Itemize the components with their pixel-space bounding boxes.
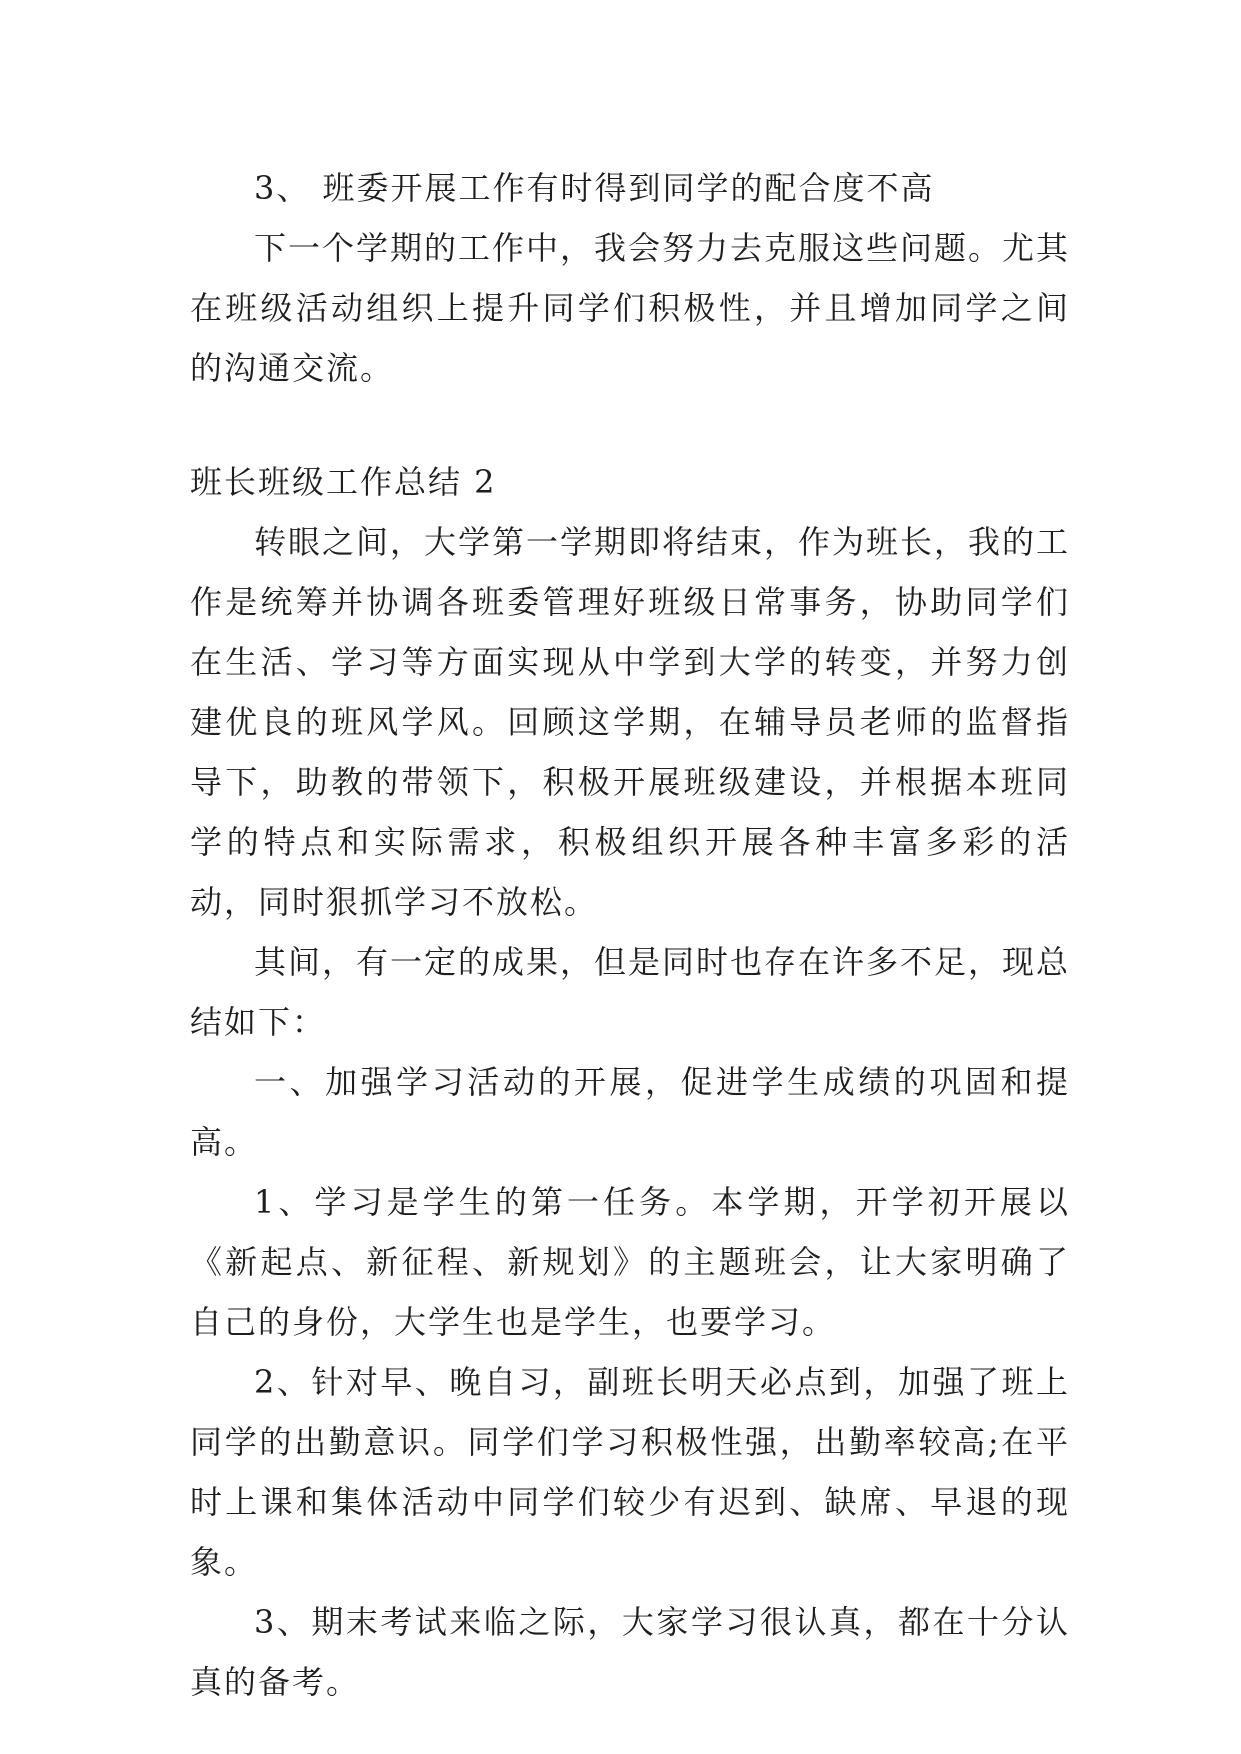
section-title: 班长班级工作总结 2 <box>190 463 497 501</box>
paragraph-summary-lead: 其间，有一定的成果，但是同时也存在许多不足，现总结如下： <box>190 943 1071 1041</box>
paragraph-next-term-plan: 下一个学期的工作中，我会努力去克服这些问题。尤其在班级活动组织上提升同学们积极性，并且增加同学之间的沟通交流。 <box>190 229 1071 387</box>
paragraph-point-one-heading: 一、加强学习活动的开展，促进学生成绩的巩固和提高。 <box>190 1063 1070 1161</box>
paragraph-item-1: 1、学习是学生的第一任务。本学期，开学初开展以《新起点、新征程、新规划》的主题班会，让大家明确了自己的身份，大学生也是学生，也要学习。 <box>190 1183 1070 1341</box>
document-body <box>190 158 1070 1712</box>
paragraph-intro: 转眼之间，大学第一学期即将结束，作为班长，我的工作是统筹并协调各班委管理好班级日常事务，协助同学们在生活、学习等方面实现从中学到大学的转变，并努力创建优良的班风学风。回顾这学期，在辅导员老师的监督指导下，助教的带领下，积极开展班级建设，并根据本班同学的特点和实际需求，积极组织开展各种丰富多彩的活动，同时狠抓学习不放松。 <box>190 523 1071 921</box>
paragraph-class-committee-issue: 3、 班委开展工作有时得到同学的配合度不高 <box>254 169 935 207</box>
section-gap <box>190 398 1070 452</box>
paragraph-item-2: 2、针对早、晚自习，副班长明天必点到，加强了班上同学的出勤意识。同学们学习积极性强，出勤率较高;在平时上课和集体活动中同学们较少有迟到、缺席、早退的现象。 <box>190 1363 1070 1581</box>
paragraph-item-3: 3、期末考试来临之际，大家学习很认真，都在十分认真的备考。 <box>190 1603 1070 1701</box>
